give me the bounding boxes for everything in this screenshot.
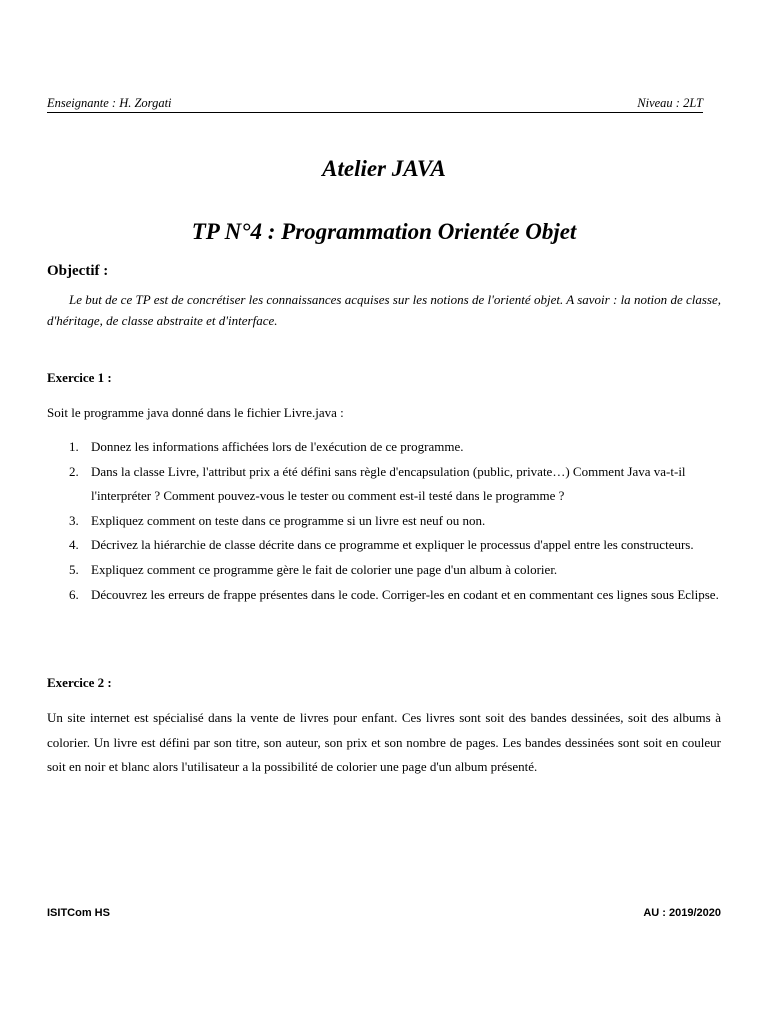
list-item <box>47 558 723 583</box>
list-item-number: 2. <box>69 463 79 479</box>
list-item-text: Dans la classe Livre, l'attribut prix a été défini sans règle d'encapsulation (public, private…) Comment Java va-t-il l'interpréter ? Comment pouvez-vous le tester ou comment est-il testé dans le programme ? <box>91 463 686 504</box>
list-item <box>47 435 723 460</box>
page-header <box>47 96 703 113</box>
list-item-number: 4. <box>69 537 79 553</box>
list-item <box>47 509 723 534</box>
list-item-text: Décrivez la hiérarchie de classe décrite dans ce programme et expliquer le processus d'appel entre les constructeurs. <box>91 537 694 553</box>
list-item-text: Expliquez comment ce programme gère le fait de colorier une page d'un album à colorier. <box>91 561 558 577</box>
list-item <box>47 533 723 558</box>
list-item-number: 3. <box>69 512 79 528</box>
document-subtitle: TP N°4 : Programmation Orientée Objet <box>191 219 577 244</box>
list-item-text: Donnez les informations affichées lors de l'exécution de ce programme. <box>91 439 464 454</box>
exercice1-intro: Soit le programme java donné dans le fichier Livre.java : <box>47 405 344 420</box>
list-item-number: 5. <box>69 561 79 577</box>
list-item <box>47 583 723 608</box>
exercice1-question-list <box>47 435 723 607</box>
objectif-heading: Objectif : <box>47 263 109 279</box>
exercice1-heading: Exercice 1 : <box>47 370 112 385</box>
level-label: Niveau : 2LT <box>637 96 703 110</box>
list-item-text: Découvrez les erreurs de frappe présentes dans le code. Corriger-les en codant et en commentant ces lignes sous Eclipse. <box>91 586 719 602</box>
objectif-text: Le but de ce TP est de concrétiser les connaissances acquises sur les notions de l'orienté objet. A savoir : la notion de classe, d'héritage, de classe abstraite et d'interface. <box>47 292 721 328</box>
footer-institution: ISITCom HS <box>47 907 110 919</box>
document-title: Atelier JAVA <box>322 156 446 181</box>
list-item <box>47 460 723 509</box>
exercice2-text: Un site internet est spécialisé dans la vente de livres pour enfant. Ces livres sont soit des bandes dessinées, soit des albums à colorier. Un livre est défini par son titre, son auteur, son prix et son nombre de pages. Les bandes dessinées sont soit en couleur soit en noir et blanc alors l'utilisateur a la possibilité de colorier une page d'un album présenté. <box>47 710 721 774</box>
list-item-text: Expliquez comment on teste dans ce programme si un livre est neuf ou non. <box>91 512 486 528</box>
exercice2-heading: Exercice 2 : <box>47 675 112 690</box>
footer-academic-year: AU : 2019/2020 <box>643 907 721 919</box>
teacher-name: Enseignante : H. Zorgati <box>47 96 172 110</box>
list-item-number: 1. <box>69 439 79 454</box>
list-item-number: 6. <box>69 586 79 602</box>
